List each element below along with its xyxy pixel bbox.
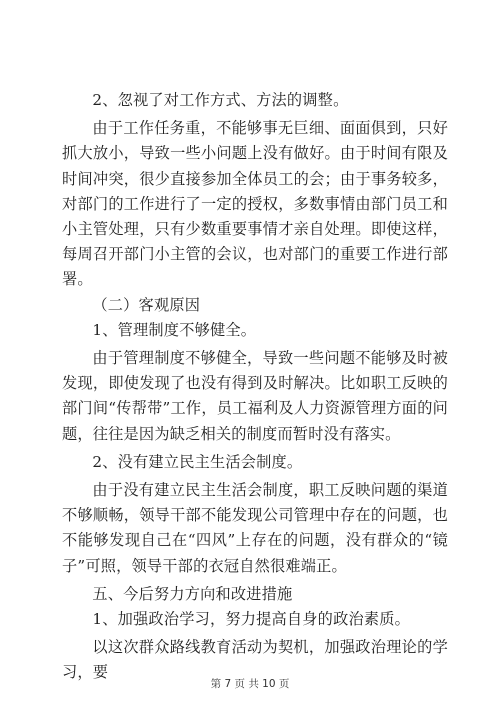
- section-heading-objective-reasons: （二）客观原因: [92, 295, 201, 314]
- paragraph-body-management-system: 由于管理制度不够健全，导致一些问题不能够及时被发现，即使发现了也没有得到及时解决。比如职工反映的部门间“传帮带”工作，员工福利及人力资源管理方面的问题，往往是因为缺乏相关的制度而暂时没有落实。: [62, 349, 448, 443]
- paragraph-heading-political-study: 1、加强政治学习，努力提高自身的政治素质。: [92, 610, 411, 629]
- paragraph-body-democratic-life: 由于没有建立民主生活会制度，职工反映问题的渠道不够顺畅，领导干部不能发现公司管理中存在的问题，也不能够发现自己在“四风”上存在的问题，没有群众的“镜子”可照，领导干部的衣冠自然很难端正。: [62, 481, 448, 575]
- section-heading-future-direction: 五、今后努力方向和改进措施: [92, 584, 293, 603]
- paragraph-body-workload: 由于工作任务重，不能够事无巨细、面面俱到，只好抓大放小，导致一些小问题上没有做好。由于时间有限及时间冲突，很少直接参加全体员工的会；由于事务较多，对部门的工作进行了一定的授权，多数事情由部门员工和小主管处理，只有少数重要事情才亲自处理。即使这样，每周召开部门小主管的会议，也对部门的重要工作进行部署。: [62, 119, 448, 289]
- paragraph-heading-democratic-life: 2、没有建立民主生活会制度。: [92, 452, 303, 471]
- paragraph-heading-ignored-methods: 2、忽视了对工作方式、方法的调整。: [92, 91, 349, 109]
- document-body: [62, 88, 448, 686]
- paragraph-body-political-study: 以这次群众路线教育活动为契机，加强政治理论的学习，要: [62, 638, 448, 682]
- page-number-footer: 第 7 页 共 10 页: [210, 678, 290, 690]
- paragraph-heading-management-system: 1、管理制度不够健全。: [92, 320, 257, 339]
